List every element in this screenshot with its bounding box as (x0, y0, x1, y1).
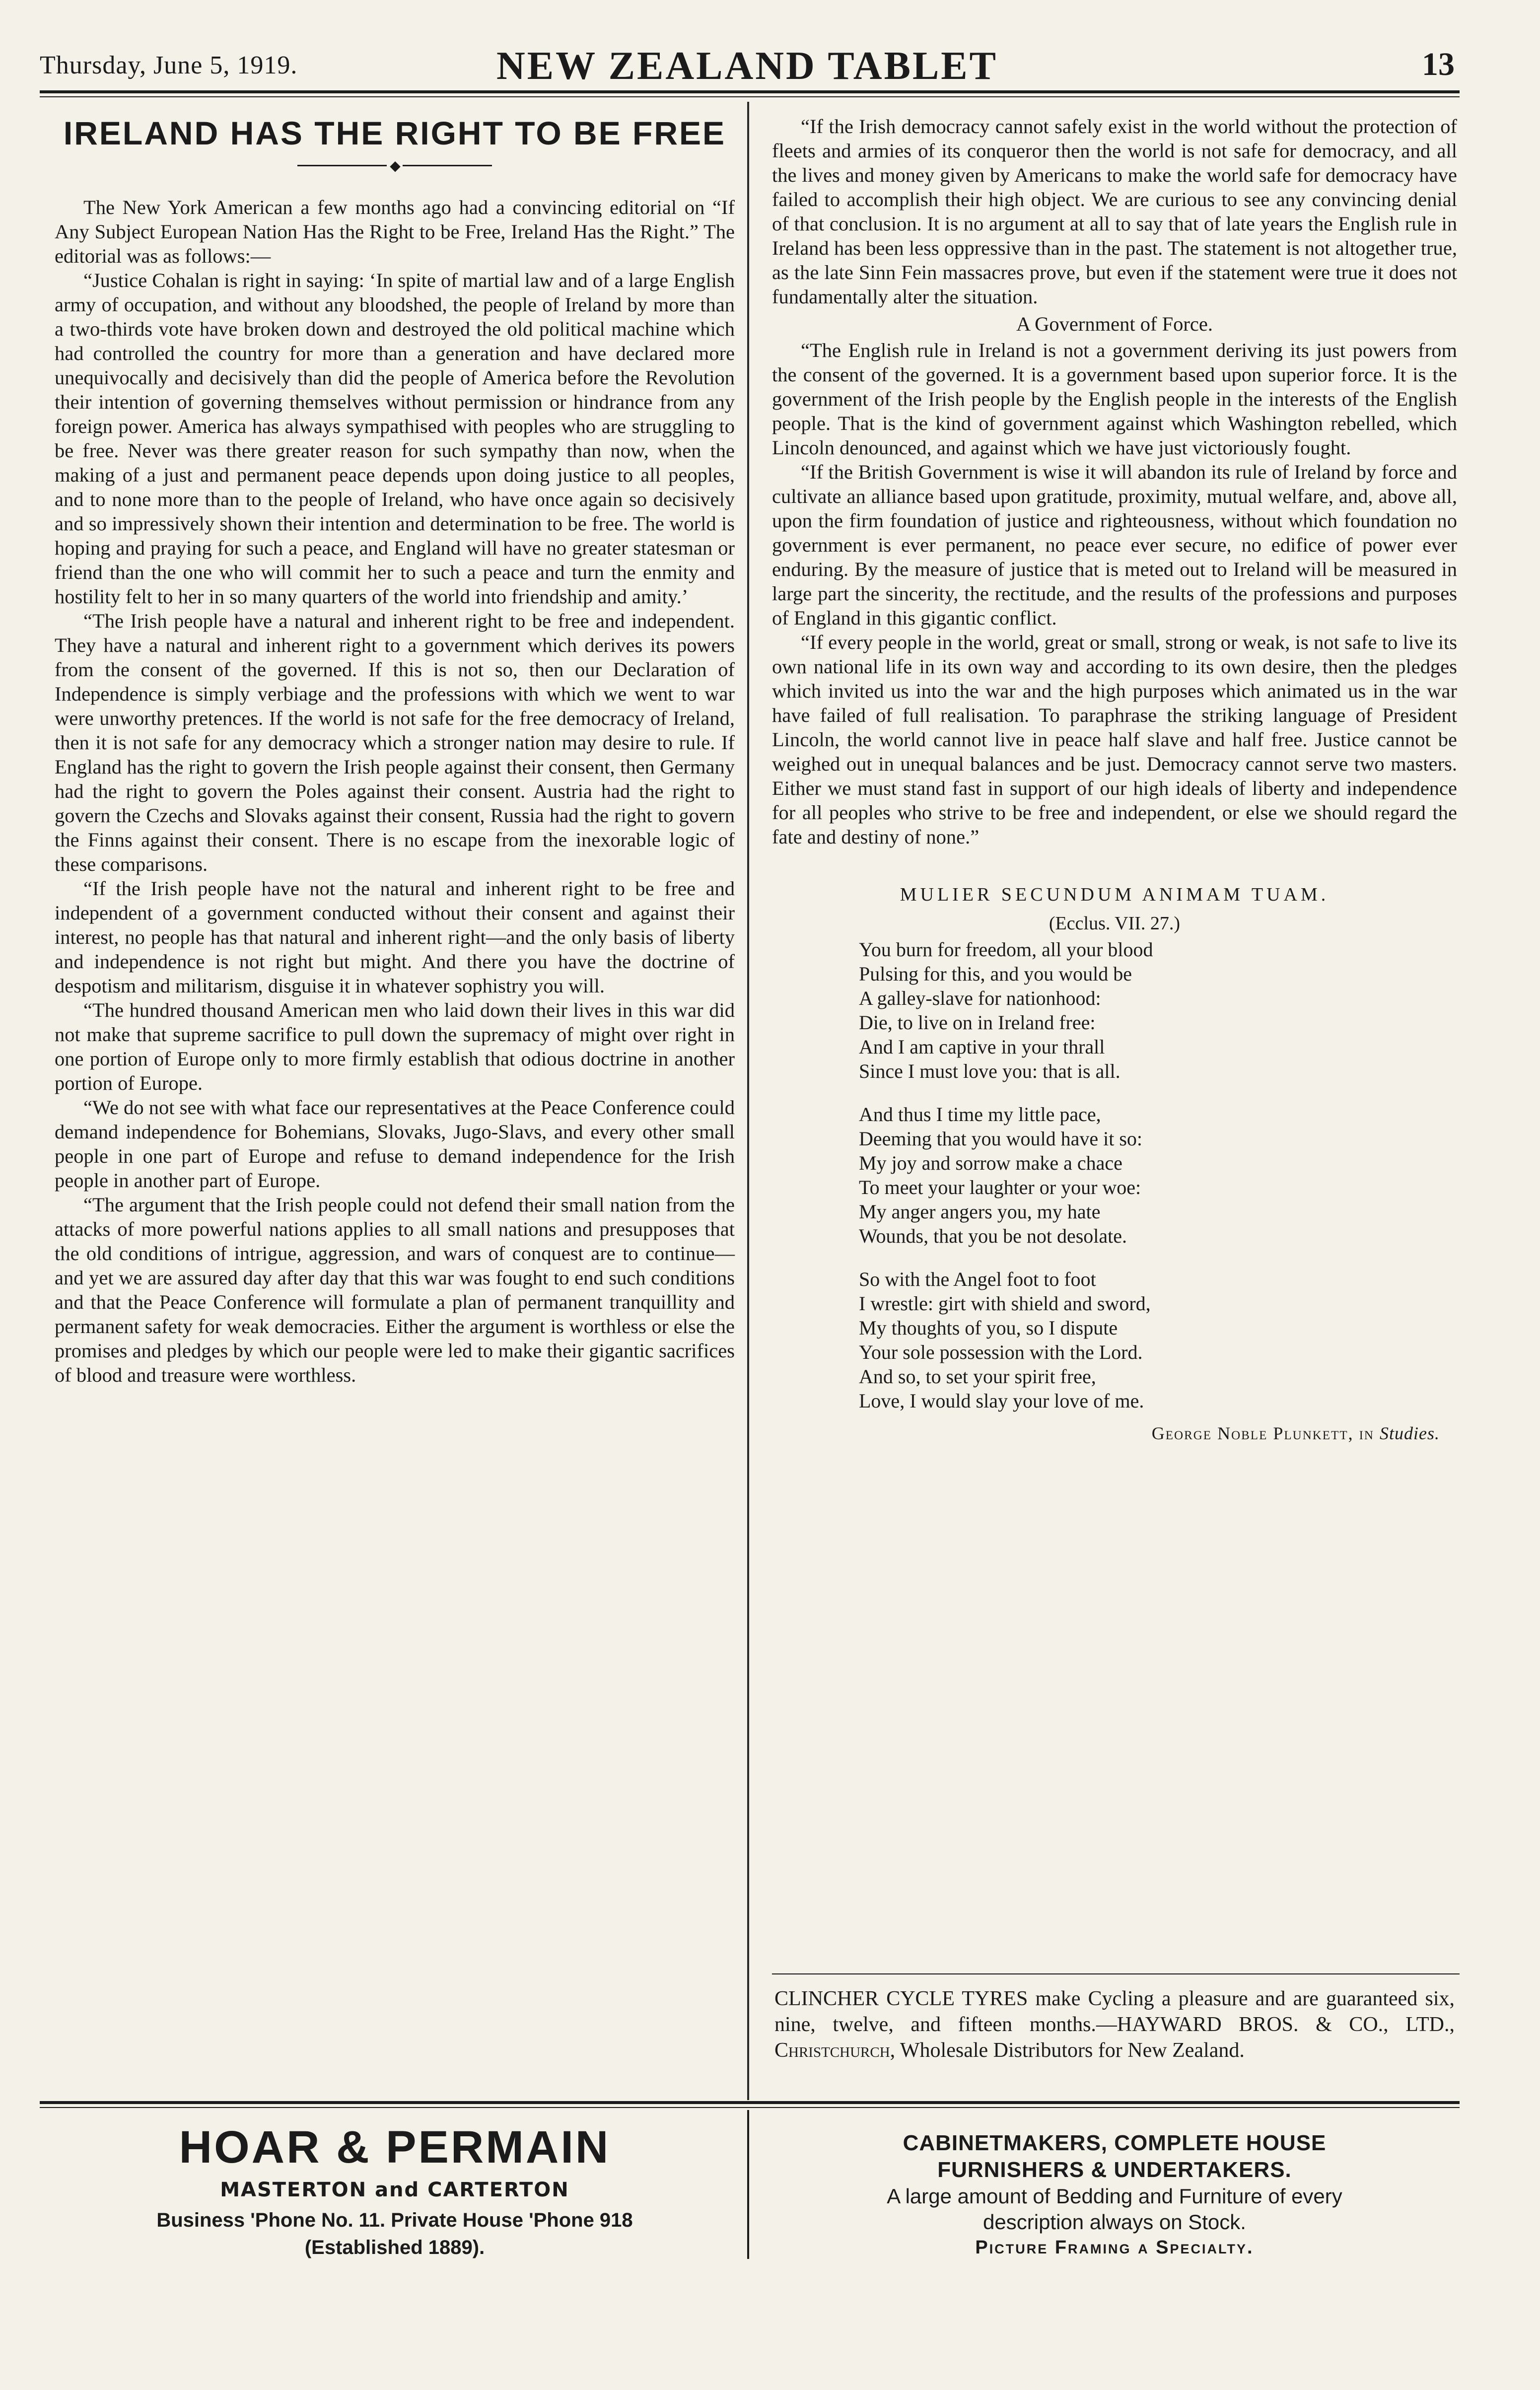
article-paragraph: “If every people in the world, great or small, strong or weak, is not safe to live its own national life in its own way and according to its own desire, then the pledges which invited us into the war and the high purposes which animated us in the war have failed of full realisation. To paraphrase the striking language of President Lincoln, the world cannot live in peace half slave and half free. Justice cannot be weighed out in unequal balances and be just. Democracy cannot serve two masters. Either we must stand fast in support of our high ideals of liberty and independence for all peoples who strive to be free and independent, or else we should regard the fate and destiny of none.” (772, 631, 1457, 848)
hoar-permain-name: HOAR & PERMAIN (179, 2122, 611, 2173)
footer-rule-thick (40, 2101, 1460, 2104)
poem-line: My joy and sorrow make a chace (859, 1152, 1122, 1174)
poem-line: My thoughts of you, so I dispute (859, 1317, 1118, 1339)
cabinet-line: CABINETMAKERS, COMPLETE HOUSE (903, 2131, 1327, 2155)
article-paragraph: “If the Irish people have not the natural and inherent right to be free and independent of a government conducted without their consent and against their interest, no people has that natural and inherent right—and the only basis of liberty and independence is not right but might. And there you have the doctrine of despotism and militarism, disguise it in whatever sophistry you will. (55, 877, 735, 997)
clincher-tail: Wholesale Distributors for New Zealand. (900, 2039, 1245, 2062)
article-paragraph: “We do not see with what face our representatives at the Peace Conference could demand independence for Bohemians, Slovaks, Jugo-Slavs, and every other small people in one part of Europe and refuse to demand independence for the Irish people in another part of Europe. (55, 1096, 735, 1192)
article-paragraph: “The Irish people have a natural and inherent right to be free and independent. They have a natural and inherent right to a government which derives its powers from the consent of the governed. If this is not so, then our Declaration of Independence is simply verbiage and the professions with which we went to war were unworthy pretences. If the world is not safe for the free democracy of Ireland, then it is not safe for any democracy which a stronger nation may desire to rule. If England has the right to govern the Irish people against their consent, then Germany had the right to govern the Poles against their consent. Austria had the right to govern the Czechs and Slovaks against their consent, Russia had the right to govern the Finns against their consent. There is no escape from the inexorable logic of these comparisons. (55, 609, 735, 875)
clincher-advert (774, 1986, 1455, 2063)
footer-rule-thin (40, 2107, 1460, 2108)
poem-line: To meet your laughter or your woe: (859, 1176, 1141, 1198)
cabinet-line: Picture Framing a Specialty. (975, 2237, 1254, 2258)
hoar-permain-locations: MASTERTON and CARTERTON (220, 2179, 569, 2201)
cabinet-line: FURNISHERS & UNDERTAKERS. (937, 2158, 1292, 2182)
issue-date: Thursday, June 5, 1919. (40, 51, 298, 79)
column-divider (747, 102, 749, 2100)
poem-line: Wounds, that you be not desolate. (859, 1225, 1127, 1247)
poem-line: Die, to live on in Ireland free: (859, 1011, 1096, 1034)
poem-line: Your sole possession with the Lord. (859, 1341, 1143, 1363)
poem-line: And so, to set your spirit free, (859, 1365, 1096, 1388)
header-rule-thin (40, 96, 1460, 97)
poem-reference: (Ecclus. VII. 27.) (1049, 913, 1181, 934)
hoar-permain-advert (55, 2120, 735, 2259)
poem-line: So with the Angel foot to foot (859, 1268, 1096, 1290)
article-subheading: A Government of Force. (1016, 313, 1213, 335)
ad-rule (772, 1973, 1460, 1974)
article-title: IRELAND HAS THE RIGHT TO BE FREE (63, 115, 726, 151)
page-header (40, 44, 1455, 88)
poem-author: George Noble Plunkett, in (1151, 1423, 1374, 1443)
article-paragraph: The New York American a few months ago had a convincing editorial on “If Any Subject European Nation Has the Right to be Free, Ireland Has the Right.” The editorial was as follows:— (55, 196, 735, 267)
title-ornament (55, 157, 735, 174)
poem-stanza (859, 1102, 1457, 1248)
poem-line: Deeming that you would have it so: (859, 1127, 1143, 1150)
poem-line: And thus I time my little pace, (859, 1103, 1101, 1125)
poem-line: Pulsing for this, and you would be (859, 963, 1132, 985)
poem-line: Since I must love you: that is all. (859, 1060, 1120, 1082)
left-column (55, 114, 735, 1387)
hoar-permain-established: (Established 1889). (304, 2237, 485, 2258)
cabinet-line: description always on Stock. (983, 2210, 1246, 2234)
cabinetmakers-advert (774, 2130, 1455, 2260)
right-column (772, 114, 1457, 1444)
article-paragraph: “The argument that the Irish people could not defend their small nation from the attacks of more powerful nations applies to all small nations and presupposes that the old conditions of intrigue, aggression, and wars of conquest are to continue—and yet we are assured day after day that this war was fought to end such conditions and that the Peace Conference will formulate a plan of permanent tranquillity and permanent safety for weak democracies. Either the argument is worthless or else the promises and pledges by which our people were led to make their gigantic sacrifices of blood and treasure were worthless. (55, 1193, 735, 1386)
clincher-text: CLINCHER CYCLE TYRES make Cycling a pleasure and are guaranteed six, nine, twelve, and fifteen months.—HAYWARD BROS. & CO., LTD., (774, 1987, 1455, 2036)
poem-source: Studies. (1380, 1423, 1440, 1443)
poem-line: You burn for freedom, all your blood (859, 938, 1153, 961)
masthead: NEW ZEALAND TABLET (496, 44, 998, 88)
poem-line: My anger angers you, my hate (859, 1200, 1101, 1223)
cabinet-line: A large amount of Bedding and Furniture of every (887, 2184, 1342, 2208)
poem-attribution (772, 1423, 1440, 1444)
article-paragraph: “The English rule in Ireland is not a government deriving its just powers from the consent of the governed. It is a government based upon superior force. It is the government of the Irish people by the English people in the interests of the English people. That is the kind of government against which Washington rebelled, which Lincoln denounced, and against which we have just victoriously fought. (772, 339, 1457, 459)
ornament-rule-right (403, 165, 492, 166)
clincher-city: Christchurch, (774, 2039, 896, 2062)
poem-line: I wrestle: girt with shield and sword, (859, 1292, 1151, 1315)
article-paragraph: “Justice Cohalan is right in saying: ‘In spite of martial law and of a large English army of occupation, and without any bloodshed, the people of Ireland by more than a two-thirds vote have broken down and destroyed the old political machine which had controlled the country for more than a generation and have declared more unequivocally and decisively than did the people of America before the Revolution their intention of governing themselves without permission or hindrance from any foreign power. America has always sympathised with peoples who are struggling to be free. Never was there greater reason for such sympathy than now, when the making of a just and permanent peace depends upon doing justice to all peoples, and to none more than to the people of Ireland, who have once again so decisively and so impressively shown their intention and determination to be free. The world is hoping and praying for such a peace, and England will have no greater statesman or friend than the one who will commit her to such a peace and turn the enmity and hostility felt to her in so many quarters of the world into friendship and amity.’ (55, 269, 735, 608)
article-paragraph: “The hundred thousand American men who laid down their lives in this war did not make that supreme sacrifice to pull down the supremacy of might over right in one portion of Europe only to more firmly establish that odious doctrine in another portion of Europe. (55, 998, 735, 1094)
header-rule-thick (40, 90, 1460, 93)
page-number: 13 (1422, 46, 1455, 82)
poem-line: Love, I would slay your love of me. (859, 1390, 1144, 1412)
diamond-icon: ◆ (390, 158, 400, 174)
article-paragraph: “If the Irish democracy cannot safely exist in the world without the protection of fleets and armies of its conqueror then the world is not safe for democracy, and all the lives and money given by Americans to make the world safe for democracy have failed to accomplish their high object. We are curious to see any convincing denial of that conclusion. It is no argument at all to say that of late years the English rule in Ireland has been less oppressive than in the past. The statement is not altogether true, as the late Sinn Fein massacres prove, but even if the statement were true it does not fundamentally alter the situation. (772, 115, 1457, 308)
poem-line: And I am captive in your thrall (859, 1036, 1105, 1058)
ornament-rule-left (297, 165, 387, 166)
poem-title: MULIER SECUNDUM ANIMAM TUAM. (900, 884, 1330, 905)
poem-stanza (859, 937, 1457, 1083)
article-paragraph: “If the British Government is wise it will abandon its rule of Ireland by force and cultivate an alliance based upon gratitude, proximity, mutual welfare, and, above all, upon the firm foundation of justice and righteousness, without which foundation no government is ever permanent, no peace ever secure, no edifice of power ever enduring. By the measure of justice that is meted out to Ireland will be measured in large part the sincerity, the rectitude, and the results of the professions and purposes of England in this gigantic conflict. (772, 461, 1457, 629)
footer-divider (747, 2110, 749, 2259)
hoar-permain-phones: Business 'Phone No. 11. Private House 'Phone 918 (156, 2209, 633, 2231)
poem-stanza (859, 1267, 1457, 1413)
poem-line: A galley-slave for nationhood: (859, 987, 1101, 1009)
